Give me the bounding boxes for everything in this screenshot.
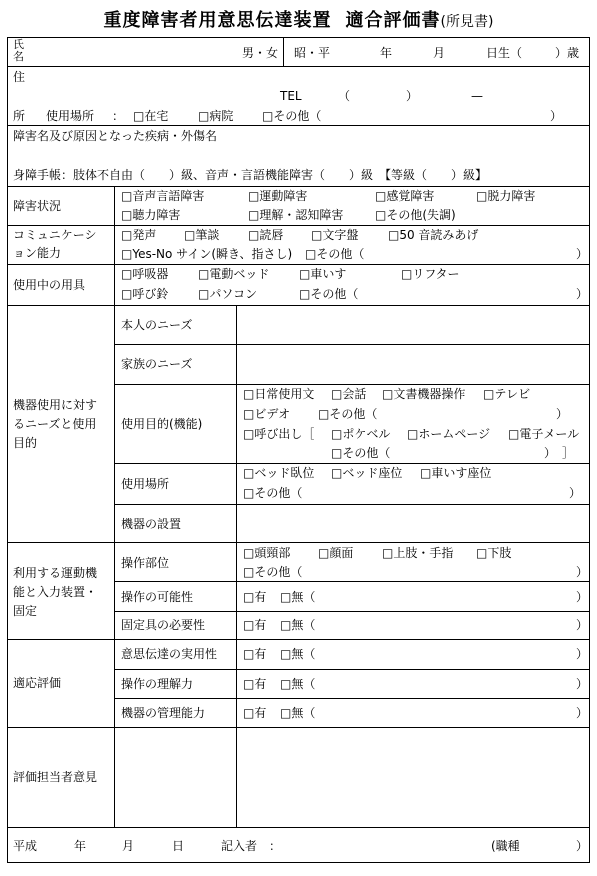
checkbox-electric-bed[interactable]: □電動ベッド	[198, 267, 270, 281]
other-purpose-close: ）	[556, 407, 569, 421]
checkbox-kana-reading[interactable]: □50 音読みあげ	[388, 228, 479, 242]
checkbox-understanding-no[interactable]: □無（	[280, 677, 316, 691]
checkbox-other-use-place[interactable]: □その他（	[243, 486, 303, 500]
checkbox-motor-disorder[interactable]: □運動障害	[248, 189, 308, 203]
checkbox-lifter[interactable]: □リフター	[401, 267, 460, 281]
document-title	[0, 6, 597, 32]
checkbox-call[interactable]: □呼び出し［	[243, 427, 315, 441]
address-label-top: 住	[13, 70, 26, 84]
job-type-label: (職種	[491, 839, 520, 853]
checkbox-other-part[interactable]: □その他（	[243, 565, 303, 579]
tel-close: ）	[406, 89, 419, 103]
checkbox-other-call[interactable]: □その他（	[331, 446, 391, 460]
checkbox-pc[interactable]: □パソコン	[198, 287, 258, 301]
checkbox-letter-board[interactable]: □文字盤	[311, 228, 359, 242]
understanding-close: ）	[576, 677, 589, 691]
tools-label: 使用中の用具	[13, 278, 86, 292]
tel-dash: —	[471, 89, 483, 103]
checkbox-upper-limb[interactable]: □上肢・手指	[382, 546, 454, 560]
fixture-need-label: 固定具の必要性	[121, 618, 206, 632]
job-type-close: ）	[576, 839, 589, 853]
needs-label-1: 機器使用に対す	[13, 398, 98, 412]
name-label-bottom: 名	[13, 50, 24, 63]
checkbox-sensory-disorder[interactable]: □感覚障害	[375, 189, 435, 203]
motor-label-2: 能と入力装置・	[13, 585, 98, 599]
needs-label-2: るニーズと使用	[13, 417, 97, 431]
title-main: 重度障害者用意思伝達装置	[103, 10, 332, 31]
checkbox-cognitive-disorder[interactable]: □理解・認知障害	[248, 208, 344, 222]
operation-possibility-label: 操作の可能性	[121, 590, 194, 604]
checkbox-practical-yes[interactable]: □有	[243, 647, 267, 661]
checkbox-other-communication[interactable]: □その他（	[305, 247, 365, 261]
status-label: 障害状況	[13, 199, 62, 213]
birth-day: 日生（	[486, 46, 523, 60]
title-suffix: (所見書)	[440, 14, 494, 30]
evaluation-label: 適応評価	[13, 676, 62, 690]
assessment-form	[7, 37, 590, 863]
needs-label-3: 目的	[13, 436, 38, 450]
footer-day: 日	[172, 839, 185, 853]
checkbox-fixture-no[interactable]: □無（	[280, 618, 316, 632]
birth-month: 月	[433, 46, 446, 60]
checkbox-fixture-yes[interactable]: □有	[243, 618, 267, 632]
other-part-close: ）	[576, 565, 589, 579]
writer-label: 記入者 ：	[221, 839, 282, 853]
footer-year: 年	[74, 839, 87, 853]
device-install-label: 機器の設置	[121, 517, 182, 531]
checkbox-speech-disorder[interactable]: □音声言語障害	[121, 189, 205, 203]
birth-year: 年	[380, 46, 393, 60]
checkbox-wheelchair-sitting[interactable]: □車いす座位	[420, 466, 492, 480]
other-communication-close: ）	[576, 247, 589, 261]
other-use-place-close: ）	[569, 486, 582, 500]
possibility-close: ）	[576, 590, 589, 604]
gender-field: 男・女	[242, 46, 279, 60]
fixture-close: ）	[576, 618, 589, 632]
other-place-close: ）	[550, 109, 563, 123]
checkbox-pager[interactable]: □ポケベル	[331, 427, 391, 441]
checkbox-lip-reading[interactable]: □読唇	[248, 228, 284, 242]
checkbox-writing[interactable]: □筆談	[184, 228, 220, 242]
checkbox-other-place[interactable]: □その他（	[262, 109, 322, 123]
checkbox-vocalization[interactable]: □発声	[121, 228, 157, 242]
checkbox-weakness-disorder[interactable]: □脱力障害	[476, 189, 536, 203]
checkbox-daily-text[interactable]: □日常使用文	[243, 387, 315, 401]
checkbox-head-neck[interactable]: □頭頸部	[243, 546, 291, 560]
checkbox-lower-limb[interactable]: □下肢	[476, 546, 512, 560]
other-tools-close: ）	[576, 287, 589, 301]
checkbox-yes-no-sign[interactable]: □Yes-No サイン(瞬き、指さし)	[121, 247, 293, 261]
motor-label-3: 固定	[13, 604, 38, 618]
communication-label-1: コミュニケーシ	[13, 228, 97, 242]
checkbox-face[interactable]: □顔面	[318, 546, 354, 560]
other-call-close: ） ］	[544, 446, 575, 460]
checkbox-practical-no[interactable]: □無（	[280, 647, 316, 661]
management-label: 機器の管理能力	[121, 706, 206, 720]
checkbox-understanding-yes[interactable]: □有	[243, 677, 267, 691]
checkbox-other-ataxia[interactable]: □その他(失調)	[375, 208, 456, 222]
use-place-label-2: 使用場所	[121, 477, 170, 491]
use-place-label: 使用場所	[46, 109, 95, 123]
checkbox-video[interactable]: □ビデオ	[243, 407, 291, 421]
checkbox-respirator[interactable]: □呼吸器	[121, 267, 169, 281]
checkbox-homepage[interactable]: □ホームページ	[407, 427, 491, 441]
management-close: ）	[576, 706, 589, 720]
checkbox-document-device[interactable]: □文書機器操作	[382, 387, 466, 401]
understanding-label: 操作の理解力	[121, 677, 194, 691]
title-sub-main: 適合評価書	[345, 10, 441, 31]
checkbox-other-purpose[interactable]: □その他（	[318, 407, 378, 421]
tel-label: TEL	[280, 89, 302, 103]
checkbox-management-yes[interactable]: □有	[243, 706, 267, 720]
operation-part-label: 操作部位	[121, 556, 170, 570]
checkbox-wheelchair[interactable]: □車いす	[299, 267, 347, 281]
communication-label-2: ョン能力	[13, 246, 62, 260]
tel-open: （	[338, 89, 351, 103]
checkbox-call-bell[interactable]: □呼び鈴	[121, 287, 169, 301]
address-label-bottom: 所	[13, 109, 26, 123]
checkbox-tv[interactable]: □テレビ	[483, 387, 531, 401]
opinion-label: 評価担当者意見	[13, 770, 98, 784]
handbook-line: 身障手帳：肢体不自由（ ）級、音声・言語機能障害（ ）級 【等級（ ）級】	[13, 168, 488, 182]
checkbox-management-no[interactable]: □無（	[280, 706, 316, 720]
checkbox-possibility-no[interactable]: □無（	[280, 590, 316, 604]
motor-label-1: 利用する運動機	[13, 566, 98, 580]
footer-month: 月	[122, 839, 135, 853]
family-needs-label: 家族のニーズ	[121, 357, 193, 371]
checkbox-bed-lying[interactable]: □ベッド臥位	[243, 466, 315, 480]
checkbox-email[interactable]: □電子メール	[508, 427, 580, 441]
era-field: 昭・平	[294, 46, 331, 60]
footer-era: 平成	[13, 839, 38, 853]
name-label-top: 氏	[13, 38, 24, 51]
practicality-label: 意思伝達の実用性	[121, 647, 218, 661]
practical-close: ）	[576, 647, 589, 661]
age-field: ）歳	[555, 46, 580, 60]
self-needs-label: 本人のニーズ	[121, 318, 193, 332]
disability-name-label: 障害名及び原因となった疾病・外傷名	[13, 129, 218, 143]
checkbox-home[interactable]: □在宅	[133, 109, 169, 123]
checkbox-bed-sitting[interactable]: □ベッド座位	[331, 466, 403, 480]
checkbox-possibility-yes[interactable]: □有	[243, 590, 267, 604]
checkbox-hearing-disorder[interactable]: □聴力障害	[121, 208, 181, 222]
checkbox-conversation[interactable]: □会話	[331, 387, 367, 401]
purpose-label: 使用目的(機能)	[121, 417, 203, 431]
checkbox-other-tools[interactable]: □その他（	[299, 287, 359, 301]
checkbox-hospital[interactable]: □病院	[198, 109, 234, 123]
use-place-colon: ：	[112, 109, 125, 123]
